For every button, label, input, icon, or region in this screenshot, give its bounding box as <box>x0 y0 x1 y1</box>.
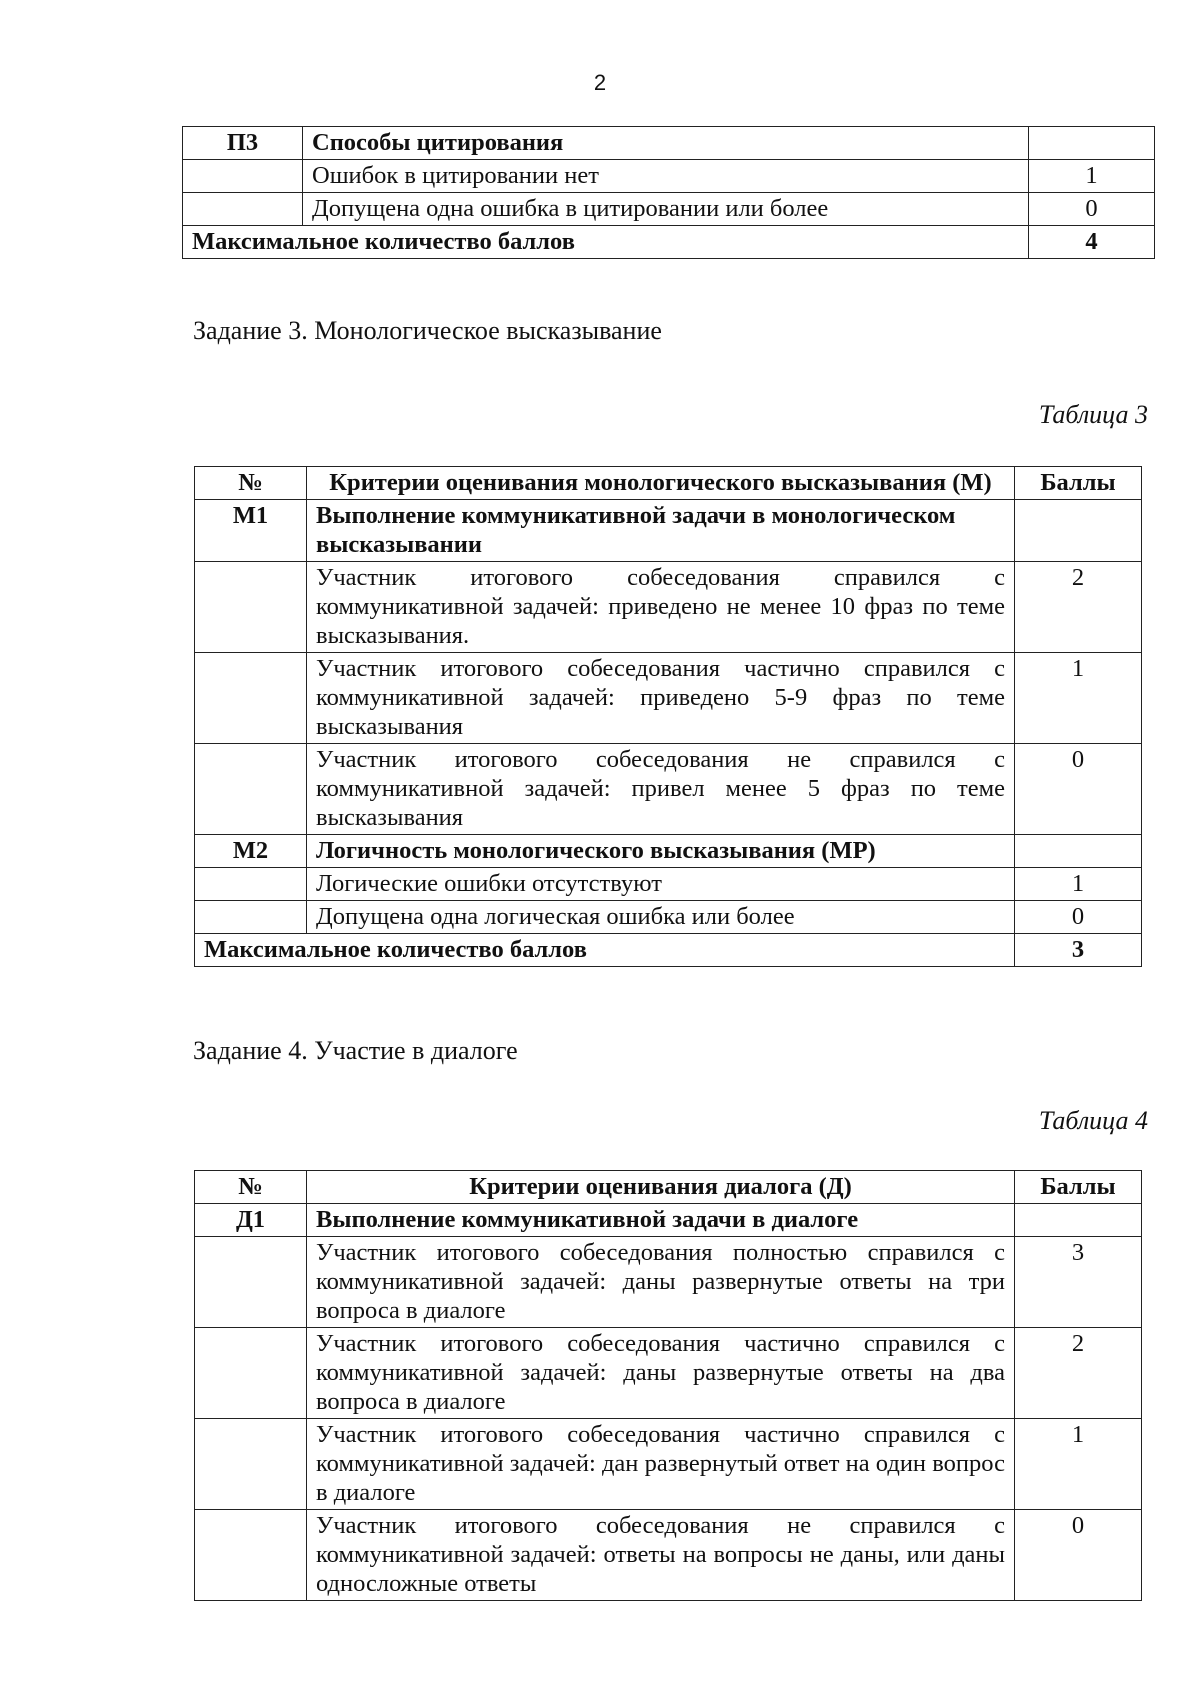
table-total-row <box>195 934 1142 967</box>
criterion-score: 1 <box>1015 1419 1142 1510</box>
criterion-code: М1 <box>195 500 307 562</box>
criterion-text: Допущена одна ошибка в цитировании или более <box>303 193 1029 226</box>
table-row <box>195 500 1142 562</box>
criterion-title: Выполнение коммуникативной задачи в диалоге <box>307 1204 1015 1237</box>
header-score: Баллы <box>1015 1171 1142 1204</box>
table-row <box>195 1328 1142 1419</box>
criterion-text: Ошибок в цитировании нет <box>303 160 1029 193</box>
table-row <box>195 868 1142 901</box>
task3-table-body <box>195 467 1142 967</box>
header-criteria: Критерии оценивания диалога (Д) <box>307 1171 1015 1204</box>
table-row <box>195 1510 1142 1601</box>
criterion-title: Способы цитирования <box>303 127 1029 160</box>
criterion-score: 3 <box>1015 1237 1142 1328</box>
task4-criteria-table <box>194 1170 1142 1601</box>
criterion-score: 0 <box>1029 193 1155 226</box>
criterion-code: Д1 <box>195 1204 307 1237</box>
total-score: 4 <box>1029 226 1155 259</box>
criterion-score: 0 <box>1015 901 1142 934</box>
criterion-score: 0 <box>1015 744 1142 835</box>
criterion-text: Участник итогового собеседования справился с коммуникативной задачей: приведено не менее 10 фраз по теме высказывания. <box>307 562 1015 653</box>
criterion-score <box>1029 127 1155 160</box>
total-label: Максимальное количество баллов <box>195 934 1015 967</box>
table-row <box>195 1204 1142 1237</box>
criterion-text: Участник итогового собеседования частично справился с коммуникативной задачей: даны развернутые ответы на два вопроса в диалоге <box>307 1328 1015 1419</box>
criterion-title: Логичность монологического высказывания (МР) <box>307 835 1015 868</box>
criterion-code: П3 <box>183 127 303 160</box>
table-row <box>195 1237 1142 1328</box>
criterion-code <box>195 1510 307 1601</box>
table-row <box>195 744 1142 835</box>
criterion-code <box>195 744 307 835</box>
criterion-code <box>195 562 307 653</box>
criterion-text: Допущена одна логическая ошибка или более <box>307 901 1015 934</box>
criterion-code: М2 <box>195 835 307 868</box>
criterion-code <box>195 868 307 901</box>
criteria-table-continued <box>182 126 1155 259</box>
header-score: Баллы <box>1015 467 1142 500</box>
criterion-score <box>1015 500 1142 562</box>
table-header-row <box>195 1171 1142 1204</box>
table-total-row <box>183 226 1155 259</box>
table-header-row <box>195 467 1142 500</box>
total-score: 3 <box>1015 934 1142 967</box>
criterion-code <box>195 1419 307 1510</box>
task4-table-body <box>195 1171 1142 1601</box>
header-criteria: Критерии оценивания монологического высказывания (М) <box>307 467 1015 500</box>
table-row <box>183 127 1155 160</box>
table-prev-body <box>183 127 1155 259</box>
criterion-text: Участник итогового собеседования не справился с коммуникативной задачей: ответы на вопросы не даны, или даны односложные ответы <box>307 1510 1015 1601</box>
criterion-code <box>195 1328 307 1419</box>
table-row <box>195 1419 1142 1510</box>
criterion-code <box>195 1237 307 1328</box>
table-row <box>195 653 1142 744</box>
task3-criteria-table <box>194 466 1142 967</box>
criterion-text: Логические ошибки отсутствуют <box>307 868 1015 901</box>
header-num: № <box>195 467 307 500</box>
criterion-score <box>1015 835 1142 868</box>
criterion-score: 1 <box>1029 160 1155 193</box>
criterion-title: Выполнение коммуникативной задачи в монологическом высказывании <box>307 500 1015 562</box>
table-row <box>195 901 1142 934</box>
criterion-code <box>195 901 307 934</box>
task3-table-caption: Таблица 3 <box>1038 400 1148 429</box>
task3-heading: Задание 3. Монологическое высказывание <box>193 316 662 345</box>
criterion-text: Участник итогового собеседования частично справился с коммуникативной задачей: дан развернутый ответ на один вопрос в диалоге <box>307 1419 1015 1510</box>
criterion-code <box>183 160 303 193</box>
criterion-score: 2 <box>1015 1328 1142 1419</box>
criterion-text: Участник итогового собеседования полностью справился с коммуникативной задачей: даны развернутые ответы на три вопроса в диалоге <box>307 1237 1015 1328</box>
criterion-code <box>183 193 303 226</box>
criterion-text: Участник итогового собеседования не справился с коммуникативной задачей: привел менее 5 фраз по теме высказывания <box>307 744 1015 835</box>
criterion-score: 1 <box>1015 868 1142 901</box>
task4-heading: Задание 4. Участие в диалоге <box>193 1036 518 1065</box>
table-row <box>183 160 1155 193</box>
criterion-score: 2 <box>1015 562 1142 653</box>
page-number: 2 <box>593 70 607 95</box>
task4-table-caption: Таблица 4 <box>1038 1106 1148 1135</box>
header-num: № <box>195 1171 307 1204</box>
table-row <box>195 835 1142 868</box>
criterion-score <box>1015 1204 1142 1237</box>
total-label: Максимальное количество баллов <box>183 226 1029 259</box>
criterion-score: 0 <box>1015 1510 1142 1601</box>
criterion-text: Участник итогового собеседования частично справился с коммуникативной задачей: приведено 5-9 фраз по теме высказывания <box>307 653 1015 744</box>
criterion-score: 1 <box>1015 653 1142 744</box>
table-row <box>195 562 1142 653</box>
table-row <box>183 193 1155 226</box>
criterion-code <box>195 653 307 744</box>
